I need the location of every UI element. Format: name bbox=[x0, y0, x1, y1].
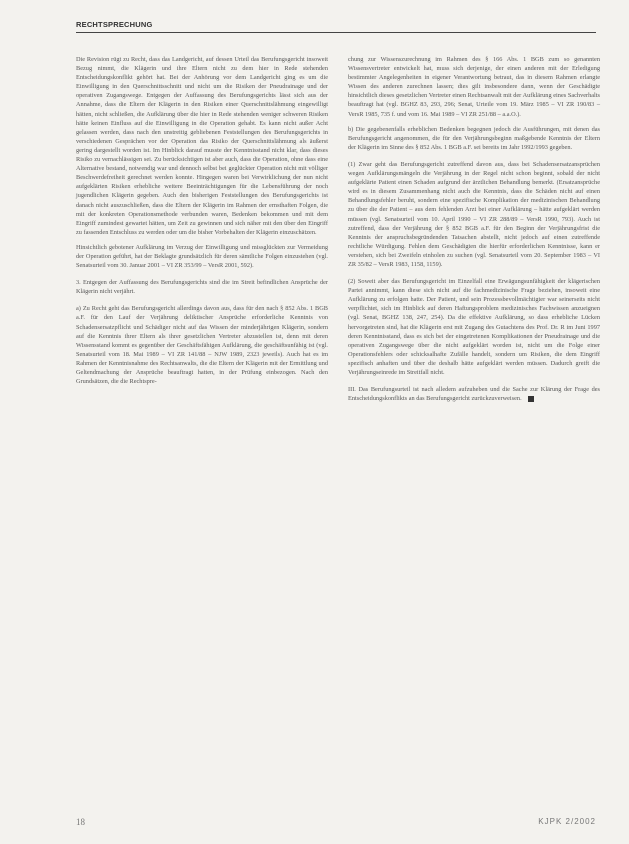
right-paragraph-4: (2) Soweit aber das Berufungsgericht im Einzelfall eine Erwägungsunfähigkeit der klägerischen Partei annimmt, kann diese sich nicht auf die fachmedizinische Frage beziehen, insoweit eine Aufklärung zu erfolgen hatte. Der Patient, und sein Prozessbevollmächtigter war seinerseits nicht verpflichtet, sich im Hinblick auf deren Haftungsproblem medizinisches Fachwissen anzueignen (vgl. Senat, BGHZ 138, 247, 254). Da die effektive Aufklärung, so dass erhebliche Lücken hervorgetreten sind, hat die Klägerin erst mit Zugang des Gutachtens des Prof. Dr. R im Juni 1997 deren Kenntnisstand, dass es sich bei der eingetretenen Komplikationen der Pneudrainage und die operativen Zugangswege über die nicht aufgeklärt worden ist, nicht um die Folge einer Operationsfehlers oder schicksalhafte Zufälle handelt, sondern um Risiken, die dem Eingriff spezifisch anhaften und über die deshalb hätte aufgeklärt werden müssen. Dadurch greift die Verjährungseinrede im Streitfall nicht. bbox=[348, 278, 600, 376]
header-rule bbox=[76, 32, 596, 33]
page-number: 18 bbox=[76, 817, 85, 827]
right-column bbox=[348, 55, 600, 409]
right-paragraph-5 bbox=[348, 385, 600, 403]
section-header: RECHTSPRECHUNG bbox=[76, 20, 153, 29]
left-column bbox=[76, 55, 328, 392]
right-paragraph-3: (1) Zwar geht das Berufungsgericht zutreffend davon aus, dass bei Schadensersatzansprüchen wegen Aufklärungsmängeln die Verjährung in der Regel nicht schon beginnt, sobald der nicht aufgeklärte Patient einen Schaden aufgrund der ärztlichen Behandlung bemerkt. (Ersatzansprüche wird es in diesem Zusammenhang nicht auch die Kenntnis, dass die Schäden nicht auf einen Behandlungsfehler beruht, sondern eine spezifische Komplikation der medizinischen Behandlung zu über die der Patient – aus dem fehlenden Arzt bei einer Aufklärung – hätte aufgeklärt werden müssen (vgl. Senatsurteil vom 10. April 1990 – VI ZR 288/89 – VersR 1990, 793). Auch ist zutreffend, dass der Verjährung der § 852 BGB a.F. für den Beginn der Verjährungsfrist die Kenntnis der anspruchsbegründenden Tatsachen abstellt, nicht jedoch auf einen zutreffende rechtliche Würdigung. Fehlen dem Geschädigten die hierfür erforderlichen Kenntnisse, kann er verstehen, sich bei Zweifeln einholen zu suchen (vgl. Senatsurteil vom 20. September 1983 – VI ZR 35/82 – VersR 1983, 1158, 1159). bbox=[348, 160, 600, 268]
end-of-article-mark bbox=[528, 396, 534, 402]
right-paragraph-1: chung zur Wissenszurechnung im Rahmen des § 166 Abs. 1 BGB zum so genannten Wissensvertreter entwickelt hat, muss sich derjenige, der einen anderen mit der Erledigung bestimmter Angelegenheiten in eigener Verantwortung betraut, das in diesem Rahmen erlangte Wissen des anderen zurechnen lassen; dies gilt insbesondere dann, wenn der Geschädigte hinsichtlich dieses gesetzlichen Vertreter einen Rechtsanwalt mit der Aufklärung eines Sachverhalts beauftragt hat (vgl. BGHZ 83, 293, 296; Senat, Urteile vom 19. März 1985 – VI ZR 190/83 – VersR 1985, 735 f. und vom 16. Mai 1989 – VI ZR 251/88 – a.a.O.). bbox=[348, 56, 600, 118]
journal-issue: KJPK 2/2002 bbox=[538, 817, 596, 826]
left-paragraph-4: a) Zu Recht geht das Berufungsgericht allerdings davon aus, dass für den nach § 852 Abs. 1 BGB a.F. für den Lauf der Verjährung deliktischer Ansprüche erforderliche Kenntnis von Schadensersatzpflicht und Schädiger nicht auf das Wissen der minderjährigen Klägerin, sondern auf die Kenntnis ihrer Eltern als ihrer gesetzlichen Vertreter abzustellen ist, denn mit deren Wissensstand kommt es gegenüber der Geschäftsfähigen Aufklärung, die geschäftsunfähig ist (vgl. Senatsurteil vom 18. Mai 1989 – VI ZR 141/88 – NJW 1989, 2323 jeweils). Auch hat es im Rahmen der Kenntnisnahme des Rechtsanwalts, die die Eltern der Klägerin mit der Ermittlung und Geltendmachung der Ansprüche beauftragt hatten, in der Prüfung einbezogen. Nach den Grundsätzen, die die Rechtspre- bbox=[76, 305, 328, 386]
left-paragraph-1: Die Revision rügt zu Recht, dass das Landgericht, auf dessen Urteil das Berufungsgericht insoweit Bezug nimmt, die Klägerin und ihre Eltern nicht zu dem hier in Rede stehenden Entscheidungskonflikt gehört hat. Bei der Anhörung vor dem Landgericht ging es um die Einwilligung in den Querschnittsschnitt und nicht um die Risiken der Pneudrainage und der operativen Zugangswege. Entgegen der Auffassung des Berufungsgerichts lässt sich aus der Annahme, dass die Eltern der Klägerin in den Risiken einer Querschnittslähmung eingewilligt hätten, nicht schließen, die Aufklärung über die hier in Rede stehenden weniger schweren Risiken hätte keinen Einfluss auf die Einwilligung in die Operation gehabt. Es kann nicht außer Acht gelassen werden, dass nach den unstreitig gebliebenen Feststellungen des Berufungsgerichts in verschiedenen Gesprächen vor der Operation das Risiko der Querschnittslähmung als äußerst gering dargestellt worden ist. Im Hinblick darauf musste der Kenntnisstand nicht klar, dass dieses Risiko zu vernachlässigen sei. Zu berücksichtigen ist aber auch, dass die Operation, ohne dass eine Alternative bestand, notwendig war und dennoch selbst bei geglückter Operation nicht mit völliger Beschwerdefreiheit gerechnet werden konnte. Hingegen waren bei Verwirklichung der nun nicht aufgeklärten Risiken erhebliche weitere Beeinträchtigungen für die Lebensführung der noch jugendlichen Klägerin gegeben. Auch den bisherigen Feststellungen des Berufungsgerichts ist danach nicht auszuschließen, dass die Eltern der Klägerin im Rahmen der ernsthaften Folgen, die mit der konkreten Operationsmethode verbunden waren, Bedenken bekommen und mit dem Eingriff zumindest gewartet hätten, um Zeit zu gewinnen und sich näher mit den über den Eingriff zu fassenden Entschluss zu werden oder um die bisher Vorbehalten der Klägerin einzuschätzen. bbox=[76, 56, 328, 236]
right-paragraph-5-text: III. Das Berufungsurteil ist nach alledem aufzuheben und die Sache zur Klärung der Frage des Entscheidungskonflikts an das Berufungsgericht zurückzuverweisen. bbox=[348, 386, 600, 403]
left-paragraph-3: 3. Entgegen der Auffassung des Berufungsgerichts sind die im Streit befindlichen Ansprüche der Klägerin nicht verjährt. bbox=[76, 279, 328, 296]
right-paragraph-2: b) Die gegebenenfalls erheblichen Bedenken begegnen jedoch die Ausführungen, mit denen das Berufungsgericht angenommen, die für den Verjährungsbeginn maßgebende Kenntnis der Eltern der Klägerin im Sinne des § 852 Abs. 1 BGB a.F. sei bereits im Jahr 1992/1993 gegeben. bbox=[348, 125, 600, 151]
left-paragraph-2: Hinsichtlich gebotener Aufklärung im Verzug der Einwilligung und missglückten zur Vermeidung der Operation geführt, hat der Beklagte grundsätzlich für deren sämtliche Folgen einzustehen (vgl. Senatsurteil vom 30. Januar 2001 – VI ZR 353/99 – VersR 2001, 592). bbox=[76, 243, 328, 270]
